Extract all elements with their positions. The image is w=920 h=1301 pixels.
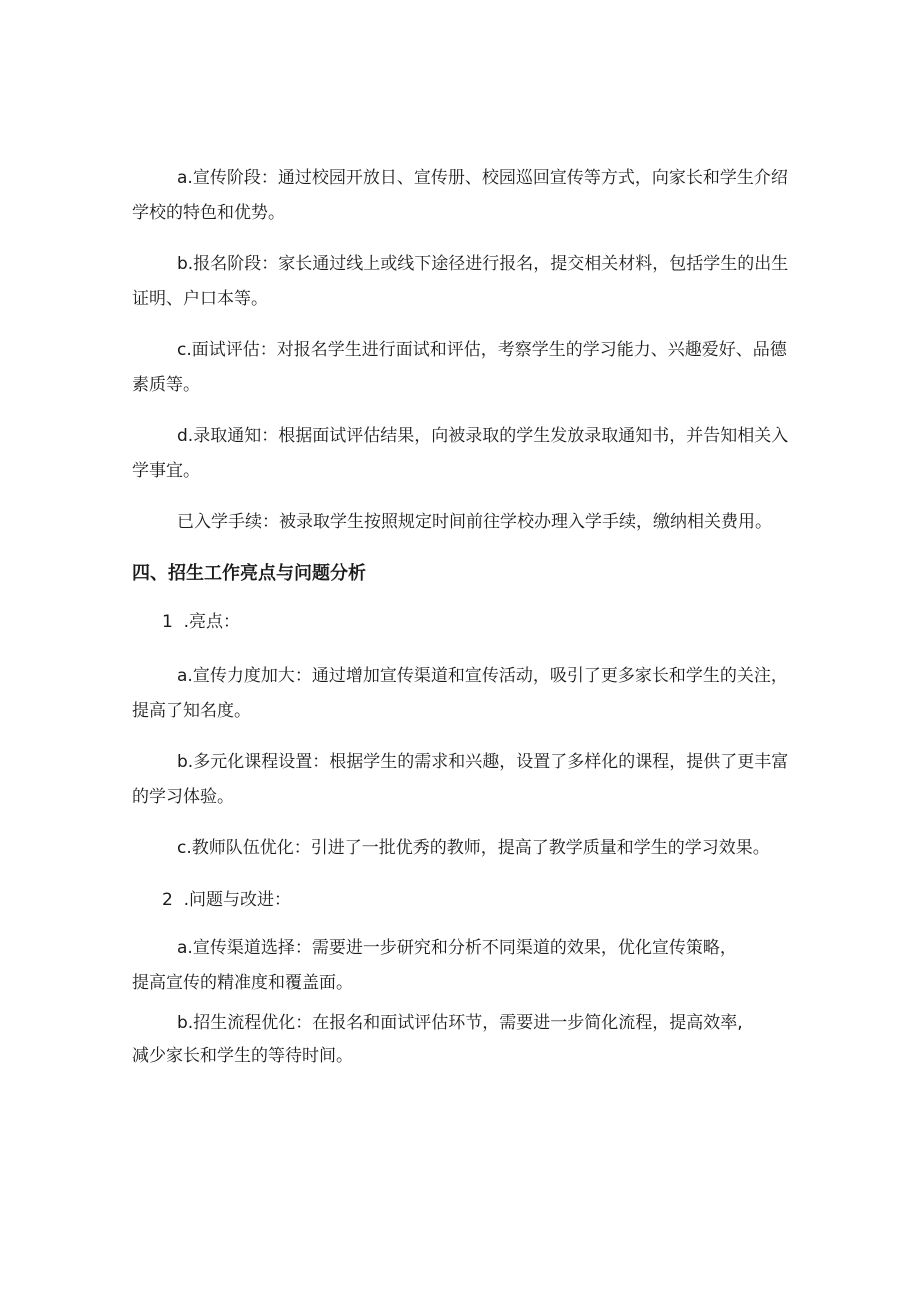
paragraph-interview-cont: 素质等。 (132, 375, 200, 395)
issue-item: b.招生流程优化：在报名和面试评估环节，需要进一步简化流程，提高效率, (177, 1013, 743, 1033)
highlight-item-cont: 的学习体验。 (132, 787, 234, 807)
paragraph-admission-notice: d.录取通知：根据面试评估结果，向被录取的学生发放录取通知书，并告知相关入 (177, 426, 789, 446)
highlight-item: c.教师队伍优化：引进了一批优秀的教师，提高了教学质量和学生的学习效果。 (177, 838, 770, 858)
paragraph-publicity-stage: a.宣传阶段：通过校园开放日、宣传册、校园巡回宣传等方式，向家长和学生介绍 (177, 168, 788, 188)
paragraph-enrollment: 已入学手续：被录取学生按照规定时间前往学校办理入学手续，缴纳相关费用。 (177, 512, 772, 532)
issue-item-cont: 提高宣传的精准度和覆盖面。 (132, 973, 353, 993)
highlights-title: 1 .亮点： (162, 612, 241, 632)
highlight-item: b.多元化课程设置：根据学生的需求和兴趣，设置了多样化的课程，提供了更丰富 (177, 752, 789, 772)
paragraph-registration-stage-cont: 证明、户口本等。 (132, 289, 268, 309)
paragraph-admission-notice-cont: 学事宜。 (132, 461, 200, 481)
highlight-item-cont: 提高了知名度。 (132, 701, 251, 721)
issue-item: a.宣传渠道选择：需要进一步研究和分析不同渠道的效果，优化宣传策略， (177, 938, 737, 958)
section-heading: 四、招生工作亮点与问题分析 (132, 563, 366, 584)
highlight-item: a.宣传力度加大：通过增加宣传渠道和宣传活动，吸引了更多家长和学生的关注， (177, 666, 788, 686)
issues-title: 2 .问题与改进： (162, 890, 292, 910)
issue-item-cont: 减少家长和学生的等待时间。 (132, 1046, 353, 1066)
paragraph-registration-stage: b.报名阶段：家长通过线上或线下途径进行报名，提交相关材料，包括学生的出生 (177, 254, 789, 274)
paragraph-publicity-stage-cont: 学校的特色和优势。 (132, 203, 285, 223)
paragraph-interview: c.面试评估：对报名学生进行面试和评估，考察学生的学习能力、兴趣爱好、品德 (177, 340, 787, 360)
